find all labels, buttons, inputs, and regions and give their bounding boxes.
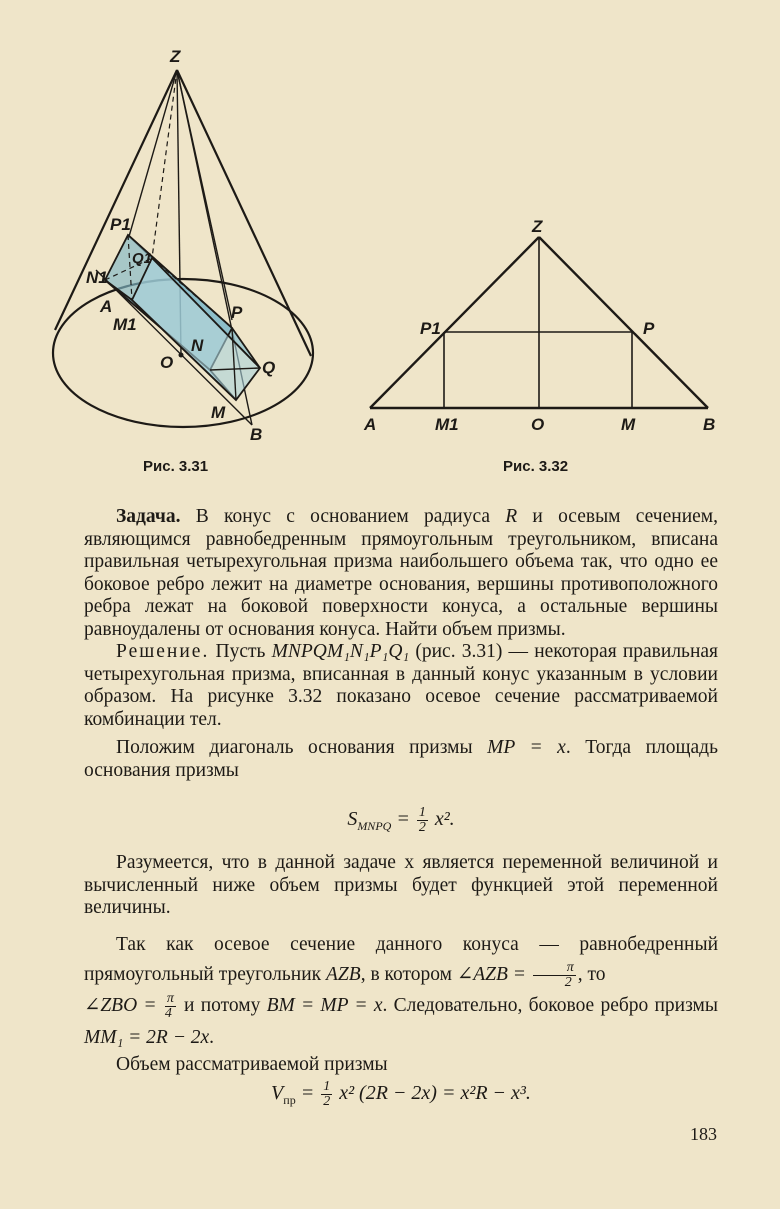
label-O: O: [160, 353, 174, 372]
diagonal-equation: MP = x: [487, 737, 566, 758]
area-subscript: MNPQ: [357, 819, 392, 834]
angle-four: 4: [164, 1005, 172, 1021]
volume-eq: =: [295, 1082, 320, 1105]
task-label: Задача.: [116, 506, 181, 527]
label-Z: Z: [170, 47, 181, 66]
label-P1: P1: [420, 319, 441, 338]
area-fraction: [417, 806, 428, 835]
area-eq: =: [391, 808, 415, 831]
angle-text-mid: и потому: [177, 994, 267, 1016]
label-M1: M1: [435, 415, 459, 434]
axial-text-1: Так как осевое сечение данного конуса — равнобедренный прямоугольный треугольник: [84, 933, 718, 985]
angle-text-end: . Следовательно, боковое ребро призмы: [382, 994, 718, 1016]
angle-equation: BM = MP = x: [266, 994, 383, 1016]
label-Q: Q: [262, 358, 276, 377]
figure-3-31-caption: Рис. 3.31: [143, 458, 209, 475]
axial-text-3: , то: [577, 963, 606, 985]
label-P: P: [231, 303, 243, 322]
area-lhs: S: [347, 808, 358, 831]
area-denominator: 2: [418, 820, 426, 835]
angle-zbo: ∠ZBO =: [84, 994, 163, 1016]
figure-3-32-caption: Рис. 3.32: [503, 458, 569, 475]
task-paragraph-block: [84, 506, 718, 782]
task-text-2: и осевым сечением, являющимся равнобедренным прямоугольным треугольником, вписана правильная четырехугольная призма наибольшего объема так, что одно ее боковое ребро лежит на диаметре основания, вершины противоположного ребра лежат на боковой поверхности конуса, а остальные вершины равноудалены от основания конуса. Найти объем призмы.: [84, 506, 719, 640]
task-text-1: В конус с основанием радиуса: [180, 506, 506, 527]
label-P1: P1: [110, 215, 131, 234]
area-formula: [84, 806, 718, 835]
angle-paragraph: [84, 990, 718, 1054]
solution-prism: MNPQM₁N₁P₁Q₁: [271, 641, 410, 662]
figure-3-31: [40, 40, 340, 460]
volume-denominator: 2: [323, 1094, 331, 1109]
label-B: B: [703, 415, 716, 434]
edge-equation: MM₁ = 2R − 2x: [84, 1026, 210, 1048]
label-Q1: Q1: [132, 250, 153, 267]
area-numerator: 1: [418, 805, 426, 820]
solution-paragraph: [84, 641, 718, 731]
axial-angle: ∠AZB =: [456, 963, 531, 985]
axial-pi: π: [533, 961, 576, 976]
label-A: A: [364, 415, 377, 434]
label-B: B: [250, 425, 263, 444]
solution-label: Решение.: [116, 641, 210, 662]
axial-fraction: [533, 961, 576, 990]
edge-dot: .: [209, 1026, 215, 1048]
axial-triangle: AZB: [326, 963, 361, 985]
diagonal-text-2: . Тогда площадь основания призмы: [84, 737, 718, 781]
task-paragraph: [84, 506, 718, 641]
label-O: O: [531, 415, 545, 434]
label-M: M: [211, 403, 226, 422]
label-A: A: [100, 297, 113, 316]
label-N1: N1: [86, 268, 108, 287]
angle-pi: π: [166, 990, 174, 1006]
diagonal-text-1: Положим диагональ основания призмы: [116, 737, 488, 758]
volume-fraction: [321, 1080, 332, 1109]
volume-subscript: пр: [283, 1093, 296, 1108]
axial-paragraph: [84, 930, 718, 990]
solution-text-2: (рис. 3.31) — некоторая правильная четырехугольная призма, вписанная в данный конус указанным в условии образом. На рисунке 3.32 показано осевое сечение рассматриваемой комбинации тел.: [84, 641, 718, 730]
area-rhs: x².: [429, 808, 455, 831]
volume-lhs: V: [271, 1082, 284, 1105]
figure-3-32: [360, 210, 730, 440]
diagonal-paragraph: [84, 737, 718, 782]
label-M: M: [621, 415, 636, 434]
volume-numerator: 1: [323, 1079, 331, 1094]
label-N: N: [191, 336, 204, 355]
variable-block: [84, 852, 718, 1076]
volume-formula: [84, 1080, 718, 1109]
angle-fraction: [165, 992, 176, 1021]
solution-text-1: Пусть: [209, 641, 272, 662]
label-P: P: [643, 319, 655, 338]
label-Z: Z: [532, 217, 543, 236]
label-M1: M1: [113, 315, 137, 334]
page-number: 183: [690, 1124, 717, 1144]
task-radius: R: [505, 506, 518, 527]
axial-two: 2: [564, 974, 572, 990]
volume-intro: Объем рассматриваемой призмы: [116, 1053, 388, 1075]
volume-rhs: x² (2R − 2x) = x²R − x³.: [334, 1082, 531, 1105]
variable-paragraph: Разумеется, что в данной задаче x является переменной величиной и вычисленный ниже объем призмы будет функцией этой переменной величины.: [84, 852, 718, 918]
axial-text-2: , в котором: [360, 963, 457, 985]
